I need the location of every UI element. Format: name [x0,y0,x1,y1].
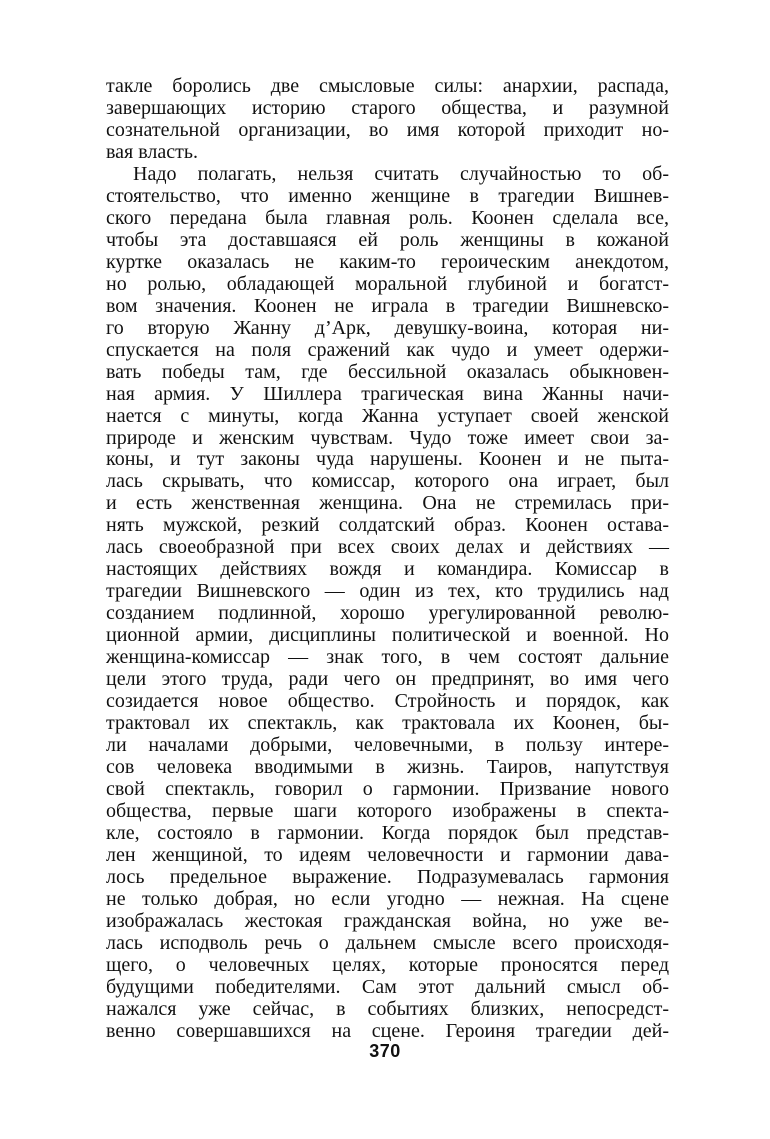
text-line: ского передана была главная роль. Коонен сделала все, [106,206,669,229]
text-line: природе и женским чувствам. Чудо тоже имеет свои за- [106,426,669,449]
text-line: венно совершавшихся на сцене. Героиня трагедии дей- [106,1019,669,1042]
text-line: будущими победителями. Сам этот дальний смысл об- [106,975,669,998]
text-line: вая власть. [106,140,199,163]
text-line: нается с минуты, когда Жанна уступает своей женской [106,404,669,427]
text-line: сознательной организации, во имя которой приходит но- [106,118,669,141]
text-line: вать победы там, где бессильной оказалась обыкновен- [106,360,669,383]
paragraph [106,76,669,164]
text-line: коны, и тут законы чуда нарушены. Коонен и не пыта- [106,448,669,471]
text-line: настоящих действиях вождя и командира. Комиссар в [106,558,669,581]
text-line: спускается на поля сражений как чудо и умеет одержи- [106,338,669,361]
text-line: ли началами добрыми, человечными, в пользу интере- [106,734,669,757]
text-line: трактовал их спектакль, как трактовала их Коонен, бы- [106,712,669,735]
text-line: созидается новое общество. Стройность и порядок, как [106,690,669,713]
body-text [106,76,669,1043]
text-line: сов человека вводимыми в жизнь. Таиров, напутствуя [106,756,669,779]
text-line: трагедии Вишневского — один из тех, кто трудились над [106,580,669,603]
text-line: созданием подлинной, хорошо урегулированной револю- [106,602,669,625]
text-line: Надо полагать, нельзя считать случайностью то об- [133,162,669,185]
text-line: лась исподволь речь о дальнем смысле всего происходя- [106,931,669,954]
text-line: женщина-комиссар — знак того, в чем состоят дальние [106,646,669,669]
text-line: общества, первые шаги которого изображены в спекта- [106,799,669,822]
text-line: и есть женственная женщина. Она не стремилась при- [106,492,669,515]
text-line: цели этого труда, ради чего он предпринят, во имя чего [106,668,669,691]
text-line: лось предельное выражение. Подразумевалась гармония [106,865,669,888]
text-line: свой спектакль, говорил о гармонии. Призвание нового [106,778,669,800]
text-line: ная армия. У Шиллера трагическая вина Жанны начи- [106,382,669,405]
text-line: нять мужской, резкий солдатский образ. Коонен остава- [106,514,669,537]
paragraph [106,164,669,1043]
text-line: куртке оказалась не каким-то героическим анекдотом, [106,250,669,273]
text-line: нажался уже сейчас, в событиях близких, непосредст- [106,997,669,1020]
text-line: такле боролись две смысловые силы: анархии, распада, [106,75,669,97]
text-line: но ролью, обладающей моральной глубиной и богатст- [106,272,669,295]
text-line: щего, о человечных целях, которые проносятся перед [106,953,669,976]
text-line: кле, состояло в гармонии. Когда порядок был представ- [106,821,669,844]
text-line: вом значения. Коонен не играла в трагедии Вишневско- [106,294,669,317]
text-line: го вторую Жанну д’Арк, девушку-воина, которая ни- [106,316,669,339]
text-line: стоятельство, что именно женщине в трагедии Вишнев- [106,184,669,207]
text-line: изображалась жестокая гражданская война, но уже ве- [106,909,669,932]
page-number: 370 [369,1041,401,1061]
text-line: ционной армии, дисциплины политической и военной. Но [106,624,669,647]
text-line: завершающих историю старого общества, и разумной [106,96,669,119]
text-line: лась своеобразной при всех своих делах и действиях — [106,536,669,559]
text-line: лась скрывать, что комиссар, которого она играет, был [106,470,669,493]
text-line: не только добрая, но если угодно — нежная. На сцене [106,887,669,910]
text-line: чтобы эта доставшаяся ей роль женщины в кожаной [106,228,669,251]
text-line: лен женщиной, то идеям человечности и гармонии дава- [106,843,669,866]
